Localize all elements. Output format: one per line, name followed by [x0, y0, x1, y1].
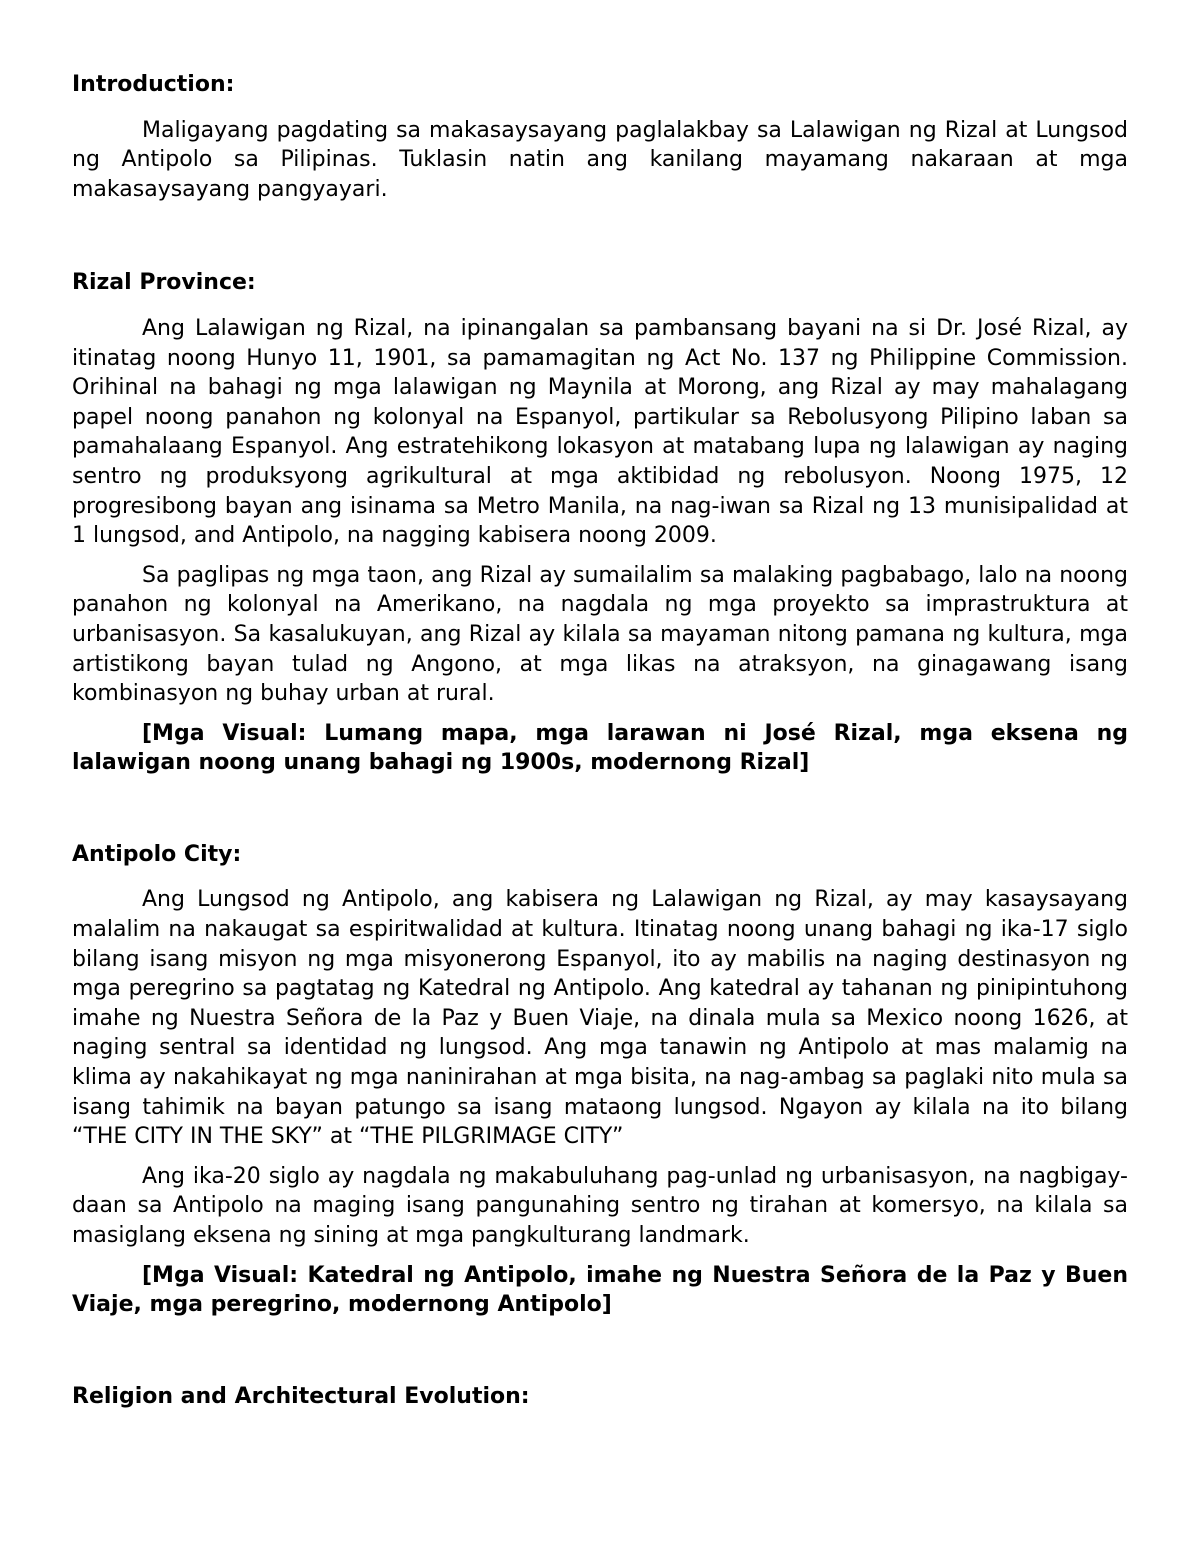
spacer: [72, 214, 1128, 268]
spacer: [72, 788, 1128, 840]
antipolo-visuals-note: [Mga Visual: Katedral ng Antipolo, imahe ng Nuestra Señora de la Paz y Buen Viaje, mga peregrino, modernong Antipolo]: [72, 1262, 1128, 1318]
section-heading-antipolo-city: Antipolo City:: [72, 841, 242, 867]
rizal-paragraph-1: Ang Lalawigan ng Rizal, na ipinangalan sa pambansang bayani na si Dr. José Rizal, ay itinatag noong Hunyo 11, 1901, sa pamamagitan ng Act No. 137 ng Philippine Commission. Orihinal na bahagi ng mga lalawigan ng Maynila at Morong, ang Rizal ay may mahalagang papel noong panahon ng kolonyal na Espanyol, partikular sa Rebolusyong Pilipino laban sa pamahalaang Espanyol. Ang estratehikong lokasyon at matabang lupa ng lalawigan ay naging sentro ng produksyong agrikultural at mga aktibidad ng rebolusyon. Noong 1975, 12 progresibong bayan ang isinama sa Metro Manila, na nag-iwan sa Rizal ng 13 munisipalidad at 1 lungsod, and Antipolo, na nagging kabisera noong 2009.: [72, 315, 1128, 549]
section-heading-introduction: Introduction:: [72, 72, 235, 97]
intro-paragraph: Maligayang pagdating sa makasaysayang paglalakbay sa Lalawigan ng Rizal at Lungsod ng Antipolo sa Pilipinas. Tuklasin natin ang kanilang mayamang nakaraan at mga makasaysayang pangyayari.: [72, 117, 1128, 202]
antipolo-paragraph-1: Ang Lungsod ng Antipolo, ang kabisera ng Lalawigan ng Rizal, ay may kasaysayang malalim na nakaugat sa espiritwalidad at kultura. Itinatag noong unang bahagi ng ika-17 siglo bilang isang misyon ng mga misyonerong Espanyol, ito ay mabilis na naging destinasyon ng mga peregrino sa pagtatag ng Katedral ng Antipolo. Ang katedral ay tahanan ng pinipintuhong imahe ng Nuestra Señora de la Paz y Buen Viaje, na dinala mula sa Mexico noong 1626, at naging sentral sa identidad ng lungsod. Ang mga tanawin ng Antipolo at mas malamig na klima ay nakahikayat ng mga naninirahan at mga bisita, na nag-ambag sa paglaki nito mula sa isang tahimik na bayan patungo sa isang mataong lungsod. Ngayon ay kilala na ito bilang “THE CITY IN THE SKY” at “THE PILGRIMAGE CITY”: [72, 887, 1128, 1150]
antipolo-paragraph-2: Ang ika-20 siglo ay nagdala ng makabuluhang pag-unlad ng urbanisasyon, na nagbigay-daan sa Antipolo na maging isang pangunahing sentro ng tirahan at komersyo, na kilala sa masiglang eksena ng sining at mga pangkulturang landmark.: [72, 1163, 1128, 1248]
rizal-paragraph-2: Sa paglipas ng mga taon, ang Rizal ay sumailalim sa malaking pagbabago, lalo na noong panahon ng kolonyal na Amerikano, na nagdala ng mga proyekto sa imprastruktura at urbanisasyon. Sa kasalukuyan, ang Rizal ay kilala sa mayaman nitong pamana ng kultura, mga artistikong bayan tulad ng Angono, at mga likas na atraksyon, na ginagawang isang kombinasyon ng buhay urban at rural.: [72, 562, 1128, 707]
document-page: [72, 70, 1128, 1427]
rizal-visuals-note: [Mga Visual: Lumang mapa, mga larawan ni José Rizal, mga eksena ng lalawigan noong unang bahagi ng 1900s, modernong Rizal]: [72, 720, 1128, 776]
section-heading-rizal-province: Rizal Province:: [72, 270, 256, 296]
spacer: [72, 1330, 1128, 1382]
section-heading-religion-architecture: Religion and Architectural Evolution:: [72, 1383, 530, 1409]
